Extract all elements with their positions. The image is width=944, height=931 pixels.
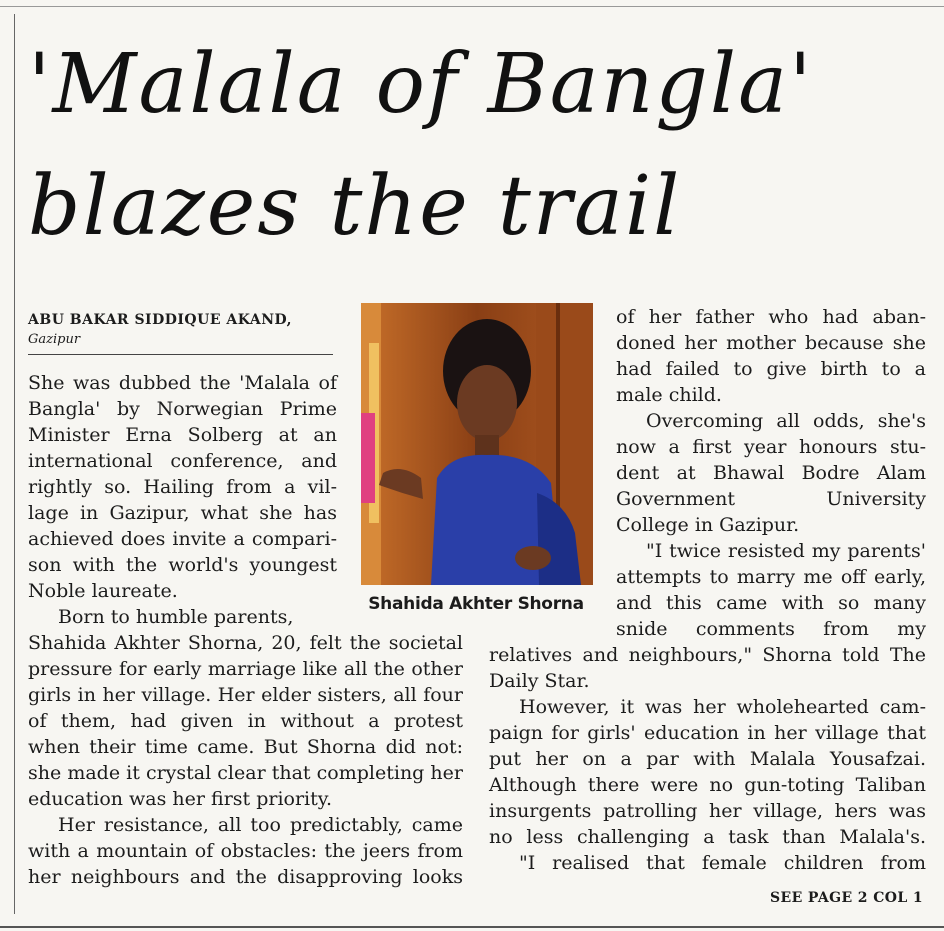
body-text-line: put her on a par with Malala Yousafzai. xyxy=(489,748,926,770)
body-text-line: male child. xyxy=(616,384,722,406)
headline-line-1: 'Malala of Bangla' xyxy=(28,37,814,132)
body-text-line: "I realised that female children from xyxy=(519,852,926,874)
continuation-note: SEE PAGE 2 COL 1 xyxy=(770,890,924,906)
body-text-line: Minister Erna Solberg at an xyxy=(28,424,337,446)
body-text-line: Shahida Akhter Shorna, 20, felt the societal xyxy=(28,632,463,654)
body-text-line: relatives and neighbours," Shorna told The xyxy=(489,644,926,666)
body-text-line: Government University xyxy=(616,488,926,510)
body-text-line: dent at Bhawal Bodre Alam xyxy=(616,462,926,484)
byline-author: ABU BAKAR SIDDIQUE AKAND, xyxy=(28,312,293,328)
body-text-line: had failed to give birth to a xyxy=(616,358,926,380)
top-rule xyxy=(0,6,944,7)
body-text-line: and this came with so many xyxy=(616,592,926,614)
body-text-line: rightly so. Hailing from a vil- xyxy=(28,476,337,498)
body-text-line: with a mountain of obstacles: the jeers from xyxy=(28,840,463,862)
body-text-line: insurgents patrolling her village, hers was xyxy=(489,800,926,822)
body-text-line: However, it was her wholehearted cam- xyxy=(519,696,926,718)
body-text-line: snide comments from my xyxy=(616,618,926,640)
body-text-line: now a first year honours stu- xyxy=(616,436,926,458)
body-text-line: Noble laureate. xyxy=(28,580,178,602)
body-text-line: her neighbours and the disapproving looks xyxy=(28,866,463,888)
body-text-line: no less challenging a task than Malala's. xyxy=(489,826,926,848)
body-text-line: pressure for early marriage like all the other xyxy=(28,658,463,680)
bottom-rule xyxy=(0,926,944,928)
left-column-rule xyxy=(14,14,15,914)
body-text-line: education was her first priority. xyxy=(28,788,333,810)
body-text-line: achieved does invite a compari- xyxy=(28,528,337,550)
body-text-line: College in Gazipur. xyxy=(616,514,800,536)
body-text-line: Born to humble parents, xyxy=(58,606,294,628)
body-text-line: son with the world's youngest xyxy=(28,554,337,576)
body-text-line: lage in Gazipur, what she has xyxy=(28,502,337,524)
body-text-line: She was dubbed the 'Malala of xyxy=(28,372,337,394)
body-text-line: she made it crystal clear that completing her xyxy=(28,762,463,784)
body-text-line: "I twice resisted my parents' xyxy=(646,540,926,562)
body-text-line: girls in her village. Her elder sisters, all four xyxy=(28,684,463,706)
byline-divider xyxy=(28,354,333,355)
body-text-line: doned her mother because she xyxy=(616,332,926,354)
byline-location: Gazipur xyxy=(28,332,81,347)
body-text-line: attempts to marry me off early, xyxy=(616,566,926,588)
photo-caption: Shahida Akhter Shorna xyxy=(368,594,584,614)
body-text-line: Bangla' by Norwegian Prime xyxy=(28,398,337,420)
body-text-line: paign for girls' education in her village that xyxy=(489,722,926,744)
body-text-line: Although there were no gun-toting Taliban xyxy=(489,774,926,796)
body-text-line: Daily Star. xyxy=(489,670,590,692)
portrait-photo xyxy=(361,303,593,585)
body-text-line: of them, had given in without a protest xyxy=(28,710,463,732)
body-text-line: Her resistance, all too predictably, came xyxy=(58,814,463,836)
body-text-line: Overcoming all odds, she's xyxy=(646,410,926,432)
body-text-line: international conference, and xyxy=(28,450,337,472)
headline-line-2: blazes the trail xyxy=(28,159,682,254)
body-text-line: of her father who had aban- xyxy=(616,306,926,328)
body-text-line: when their time came. But Shorna did not: xyxy=(28,736,463,758)
